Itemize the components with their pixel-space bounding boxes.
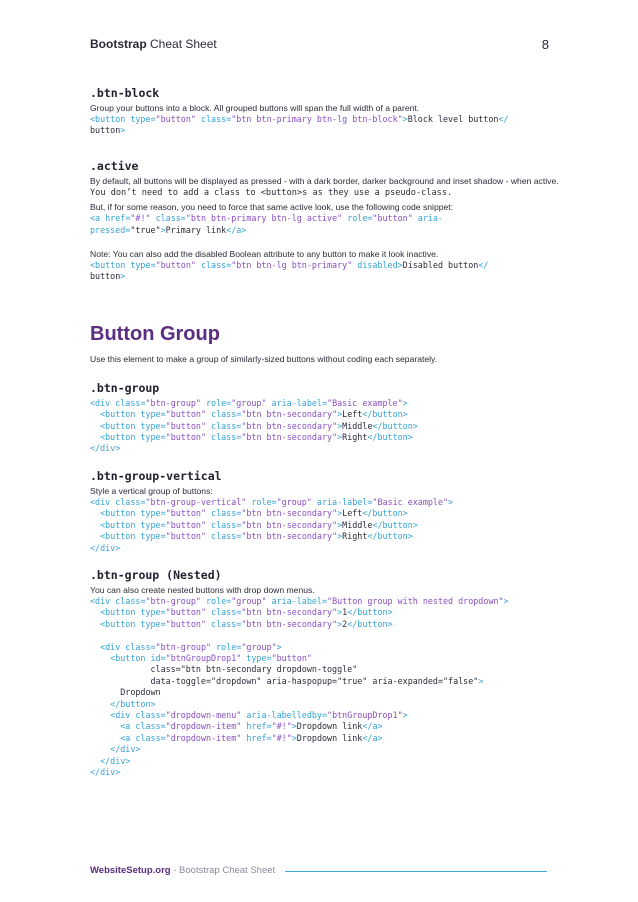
page-footer bbox=[90, 865, 275, 876]
code-line: <button id="btnGroupDrop1" type="button" bbox=[110, 652, 312, 663]
section-heading: Button Group bbox=[90, 322, 220, 345]
code-block bbox=[90, 213, 560, 236]
section-title: .btn-group bbox=[90, 380, 160, 395]
code-line: <div class="btn-group" role="group"> bbox=[100, 641, 282, 652]
section-desc: Style a vertical group of buttons: bbox=[90, 485, 213, 496]
page-number: 8 bbox=[541, 37, 549, 52]
header-brand: Bootstrap bbox=[90, 37, 147, 51]
code-line: <button type="button" class="btn btn-primary btn-lg btn-block">Block level button</ bbox=[90, 114, 509, 124]
code-block bbox=[90, 497, 560, 554]
section-btn-block bbox=[90, 86, 560, 137]
code-line: data-toggle="dropdown" aria-haspopup="true" aria-expanded="false"> bbox=[90, 675, 484, 686]
code-block bbox=[90, 398, 560, 455]
code-line: Dropdown bbox=[90, 687, 161, 698]
code-line: </div> bbox=[90, 542, 121, 553]
footer-text: - Bootstrap Cheat Sheet bbox=[170, 865, 276, 876]
footer-brand: WebsiteSetup.org bbox=[90, 865, 171, 876]
code-line: <a class="dropdown-item" href="#!">Dropdown link</a> bbox=[120, 732, 383, 743]
section-desc-2: But, if for some reason, you need to force that same active look, use the following code snippet: bbox=[90, 202, 454, 213]
code-line bbox=[90, 630, 560, 641]
code-block bbox=[90, 260, 560, 283]
code-line: <div class="btn-group-vertical" role="group" aria-label="Basic example"> bbox=[90, 496, 454, 507]
code-line: <div class="btn-group" role="group" aria-label="Basic example"> bbox=[90, 397, 408, 408]
code-line: button> bbox=[90, 125, 126, 136]
code-line: </div> bbox=[110, 744, 141, 755]
code-line: <button type="button" class="btn btn-lg btn-primary" disabled>Disabled button</ bbox=[90, 260, 489, 271]
code-line: <button type="button" class="btn btn-secondary">1</button> bbox=[100, 607, 393, 618]
code-line: <button type="button" class="btn btn-secondary">Right</button> bbox=[100, 432, 413, 443]
code-line: <div class="dropdown-menu" aria-labelledby="btnGroupDrop1"> bbox=[110, 709, 408, 720]
code-line: </button> bbox=[110, 698, 156, 709]
section-title: .active bbox=[90, 158, 139, 173]
code-block bbox=[90, 114, 560, 137]
code-line: <button type="button" class="btn btn-secondary">2</button> bbox=[100, 618, 393, 629]
section-active bbox=[90, 159, 560, 283]
code-line: button> bbox=[90, 271, 126, 282]
section-desc: By default, all buttons will be displayed as pressed - with a dark border, darker background and inset shadow - when active. bbox=[90, 175, 559, 186]
code-line: pressed="true">Primary link</a> bbox=[90, 224, 247, 235]
section-title: .btn-group-vertical bbox=[90, 468, 222, 483]
mono-note: You don’t need to add a class to <button>s as they use a pseudo-class. bbox=[90, 187, 453, 198]
code-line: </div> bbox=[100, 755, 131, 766]
note-disabled: Note: You can also add the disabled Boolean attribute to any button to make it look inactive. bbox=[90, 249, 439, 260]
section-btn-group bbox=[90, 381, 560, 455]
code-line: class="btn btn-secondary dropdown-toggle" bbox=[90, 664, 358, 675]
code-block bbox=[90, 596, 560, 779]
section-btn-group-nested bbox=[90, 568, 560, 779]
section-title: .btn-block bbox=[90, 86, 160, 100]
code-line: <a class="dropdown-item" href="#!">Dropdown link</a> bbox=[120, 721, 383, 732]
section-desc: You can also create nested buttons with drop down menus. bbox=[90, 584, 315, 595]
code-line: <button type="button" class="btn btn-secondary">Middle</button> bbox=[100, 519, 418, 530]
code-line: </div> bbox=[90, 443, 121, 454]
page-header bbox=[90, 37, 549, 51]
footer-rule bbox=[285, 871, 547, 872]
code-line: <a href="#!" class="btn btn-primary btn-lg active" role="button" aria- bbox=[90, 213, 444, 224]
section-desc: Group your buttons into a block. All grouped buttons will span the full width of a parent. bbox=[90, 103, 420, 113]
page-content bbox=[90, 86, 560, 778]
code-line: <button type="button" class="btn btn-secondary">Right</button> bbox=[100, 531, 413, 542]
section-button-group bbox=[90, 323, 560, 365]
code-line: <button type="button" class="btn btn-secondary">Middle</button> bbox=[100, 420, 418, 431]
code-line: <button type="button" class="btn btn-secondary">Left</button> bbox=[100, 508, 408, 519]
section-btn-group-vertical bbox=[90, 469, 560, 554]
section-title: .btn-group (Nested) bbox=[90, 567, 222, 582]
code-line: <div class="btn-group" role="group" aria-label="Button group with nested dropdown"> bbox=[90, 595, 509, 606]
header-title: Cheat Sheet bbox=[146, 37, 217, 51]
section-desc: Use this element to make a group of similarly-sized buttons without coding each separately. bbox=[90, 353, 438, 364]
code-line: </div> bbox=[90, 767, 121, 777]
code-line: <button type="button" class="btn btn-secondary">Left</button> bbox=[100, 409, 408, 420]
